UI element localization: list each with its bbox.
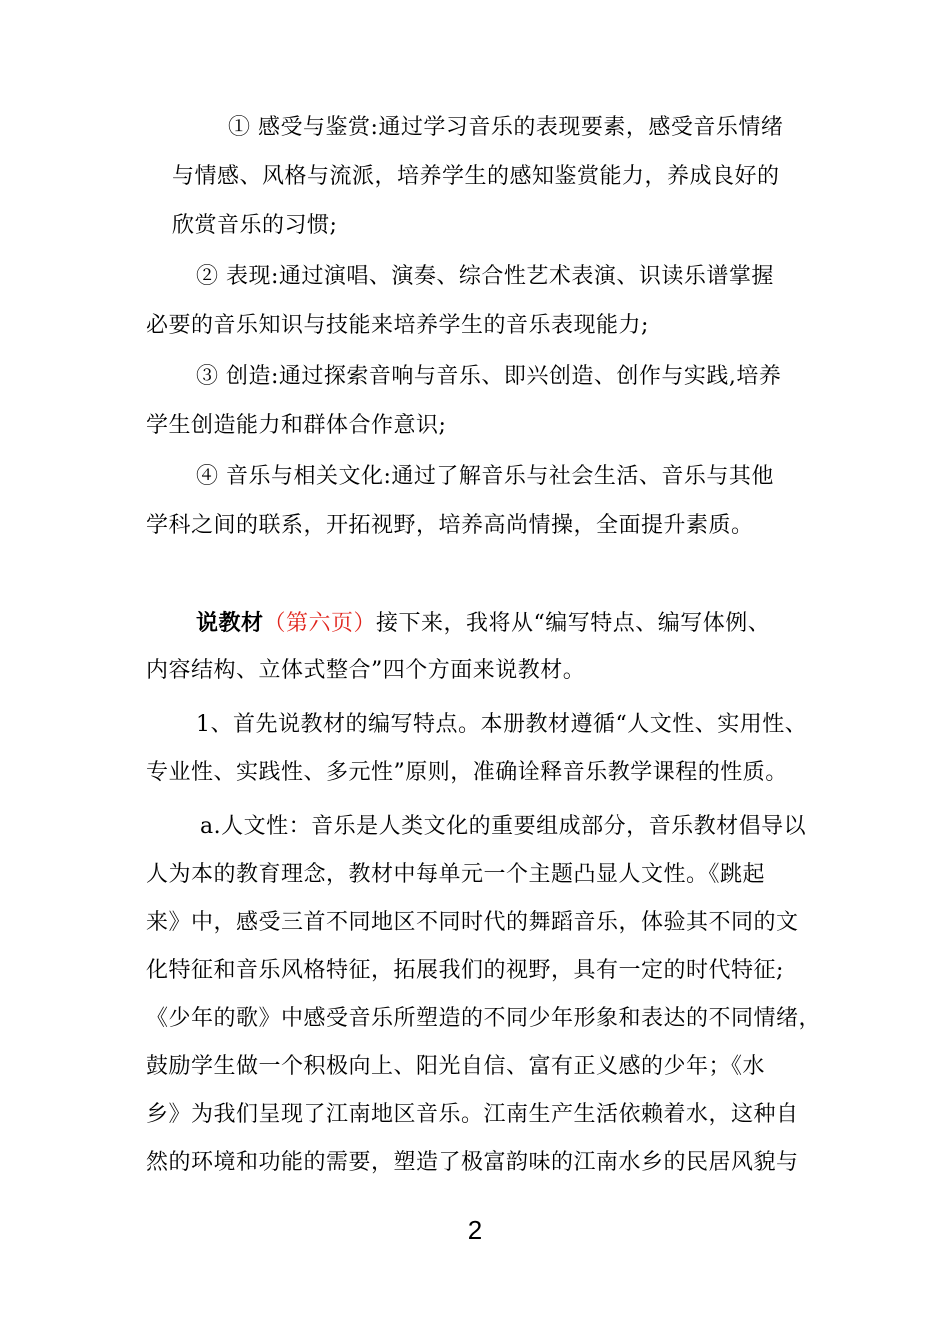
section-page-note: （第六页） [263, 611, 377, 636]
paragraph-line: 鼓励学生做一个积极向上、阳光自信、富有正义感的少年；《水 [146, 1054, 766, 1079]
paragraph-line: 化特征和音乐风格特征，拓展我们的视野，具有一定的时代特征; [146, 958, 784, 983]
paragraph-line: ① 感受与鉴赏:通过学习音乐的表现要素，感受音乐情绪 [228, 115, 784, 140]
paragraph-line: 学科之间的联系，开拓视野，培养高尚情操，全面提升素质。 [146, 513, 754, 538]
paragraph-line: 欣赏音乐的习惯; [172, 213, 338, 238]
page-number: 2 [467, 1215, 483, 1245]
paragraph-line: a.人文性：音乐是人类文化的重要组成部分，音乐教材倡导以 [200, 814, 807, 839]
paragraph-line: 来》中，感受三首不同地区不同时代的舞蹈音乐，体验其不同的文 [146, 910, 799, 935]
paragraph-line: 1、首先说教材的编写特点。本册教材遵循“人文性、实用性、 [196, 712, 808, 737]
paragraph-line: 内容结构、立体式整合”四个方面来说教材。 [146, 658, 586, 683]
paragraph-line: ③ 创造:通过探索音响与音乐、即兴创造、创作与实践,培养 [196, 364, 782, 389]
paragraph-line: ② 表现:通过演唱、演奏、综合性艺术表演、识读乐谱掌握 [196, 264, 774, 289]
section-heading-text: 接下来，我将从“编写特点、编写体例、 [376, 611, 771, 636]
paragraph-line: 然的环境和功能的需要，塑造了极富韵味的江南水乡的民居风貌与 [146, 1150, 799, 1175]
paragraph-line: 专业性、实践性、多元性”原则，准确诠释音乐教学课程的性质。 [146, 760, 788, 785]
paragraph-line: ④ 音乐与相关文化:通过了解音乐与社会生活、音乐与其他 [196, 464, 774, 489]
paragraph-line: 学生创造能力和群体合作意识; [146, 413, 447, 438]
paragraph-line: 《少年的歌》中感受音乐所塑造的不同少年形象和表达的不同情绪， [146, 1006, 822, 1031]
paragraph-line: 人为本的教育理念，教材中每单元一个主题凸显人文性。《跳起 [146, 862, 766, 887]
paragraph-line: 必要的音乐知识与技能来培养学生的音乐表现能力; [146, 313, 649, 338]
section-heading: 说教材 [196, 610, 264, 636]
paragraph-line: 与情感、风格与流派，培养学生的感知鉴赏能力，养成良好的 [172, 164, 780, 189]
section-heading-line [196, 608, 770, 639]
paragraph-line: 乡》为我们呈现了江南地区音乐。江南生产生活依赖着水，这种自 [146, 1102, 799, 1127]
